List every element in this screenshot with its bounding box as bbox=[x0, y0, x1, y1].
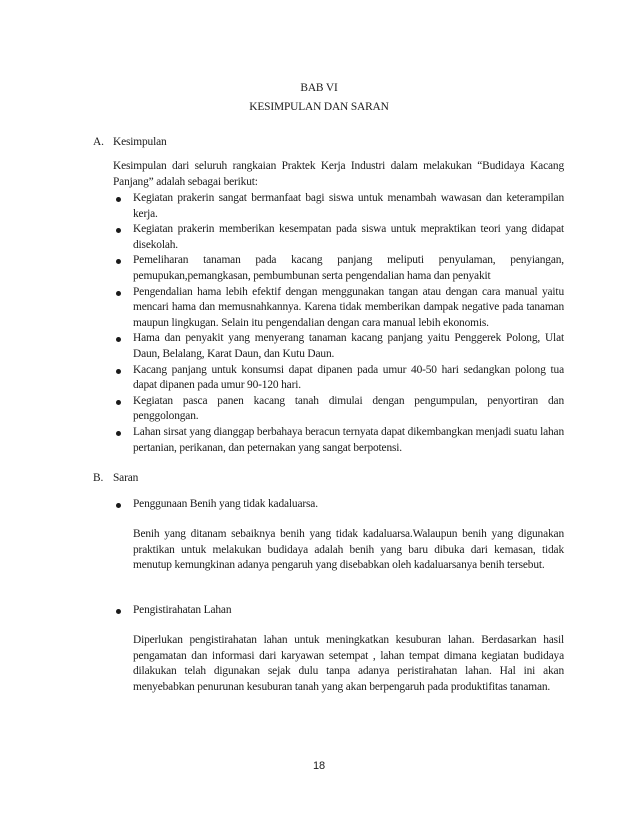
list-item: Hama dan penyakit yang menyerang tanaman kacang panjang yaitu Penggerek Polong, Ulat Daun, Belalang, Karat Daun, dan Kutu Daun. bbox=[113, 331, 564, 362]
suggestion-body: Benih yang ditanam sebaiknya benih yang tidak kadaluarsa.Walaupun benih yang digunakan praktikan untuk melakukan budidaya adalah benih yang baru dibuka dari kemasan, tidak menutup kemungkinan adanya pengaruh yang disebabkan oleh kadaluarsanya benih tersebut. bbox=[133, 528, 564, 572]
conclusion-list bbox=[113, 191, 564, 456]
list-item: Kacang panjang untuk konsumsi dapat dipanen pada umur 40-50 hari sedangkan polong tua dapat dipanen pada umur 90-120 hari. bbox=[113, 363, 564, 394]
section-a-title: Kesimpulan bbox=[113, 136, 167, 148]
list-item: Lahan sirsat yang dianggap berbahaya beracun ternyata dapat dikembangkan menjadi suatu lahan pertanian, perikanan, dan peternakan yang sangat berpotensi. bbox=[113, 425, 564, 456]
list-item: Kegiatan pasca panen kacang tanah dimulai dengan pengumpulan, penyortiran dan penggolongan. bbox=[113, 394, 564, 425]
page-number: 18 bbox=[313, 760, 325, 772]
section-a-heading bbox=[93, 136, 167, 148]
section-b-letter: B. bbox=[93, 472, 104, 484]
section-b-title: Saran bbox=[113, 472, 139, 484]
chapter-heading: BAB VI bbox=[300, 82, 338, 94]
suggestion-body: Diperlukan pengistirahatan lahan untuk meningkatkan kesuburan lahan. Berdasarkan hasil pengamatan dan informasi dari karyawan setempat , lahan tempat dimana kegiatan budidaya dilakukan telah digunakan sejak dulu tanpa adanya peristirahatan lahan. Hal ini akan menyebabkan penurunan kesuburan tanah yang akan berpengaruh pada produktifitas tanaman. bbox=[133, 634, 564, 693]
suggestion-title: Penggunaan Benih yang tidak kadaluarsa. bbox=[133, 498, 318, 510]
chapter-title: KESIMPULAN DAN SARAN bbox=[249, 101, 389, 113]
bullet-icon bbox=[116, 609, 121, 614]
suggestion-title: Pengistirahatan Lahan bbox=[133, 604, 232, 616]
list-item: Pengendalian hama lebih efektif dengan menggunakan tangan atau dengan cara manual yaitu mencari hama dan memusnahkannya. Karena tidak memberikan dampak negative pada tanaman maupun lingkugan. Selain itu pengendalian dengan cara manual lebih ekonomis. bbox=[113, 285, 564, 332]
list-item: Kegiatan prakerin sangat bermanfaat bagi siswa untuk menambah wawasan dan keterampilan kerja. bbox=[113, 191, 564, 222]
section-a-letter: A. bbox=[93, 136, 104, 148]
list-item: Pemeliharan tanaman pada kacang panjang meliputi penyulaman, penyiangan, pemupukan,pemangkasan, pembumbunan serta pengendalian hama dan penyakit bbox=[113, 253, 564, 284]
section-b-heading bbox=[93, 472, 138, 484]
conclusion-intro: Kesimpulan dari seluruh rangkaian Praktek Kerja Industri dalam melakukan “Budidaya Kacang Panjang” adalah sebagai berikut: bbox=[113, 160, 564, 188]
list-item: Kegiatan prakerin memberikan kesempatan pada siswa untuk mepraktikan teori yang didapat disekolah. bbox=[113, 222, 564, 253]
bullet-icon bbox=[116, 503, 121, 508]
